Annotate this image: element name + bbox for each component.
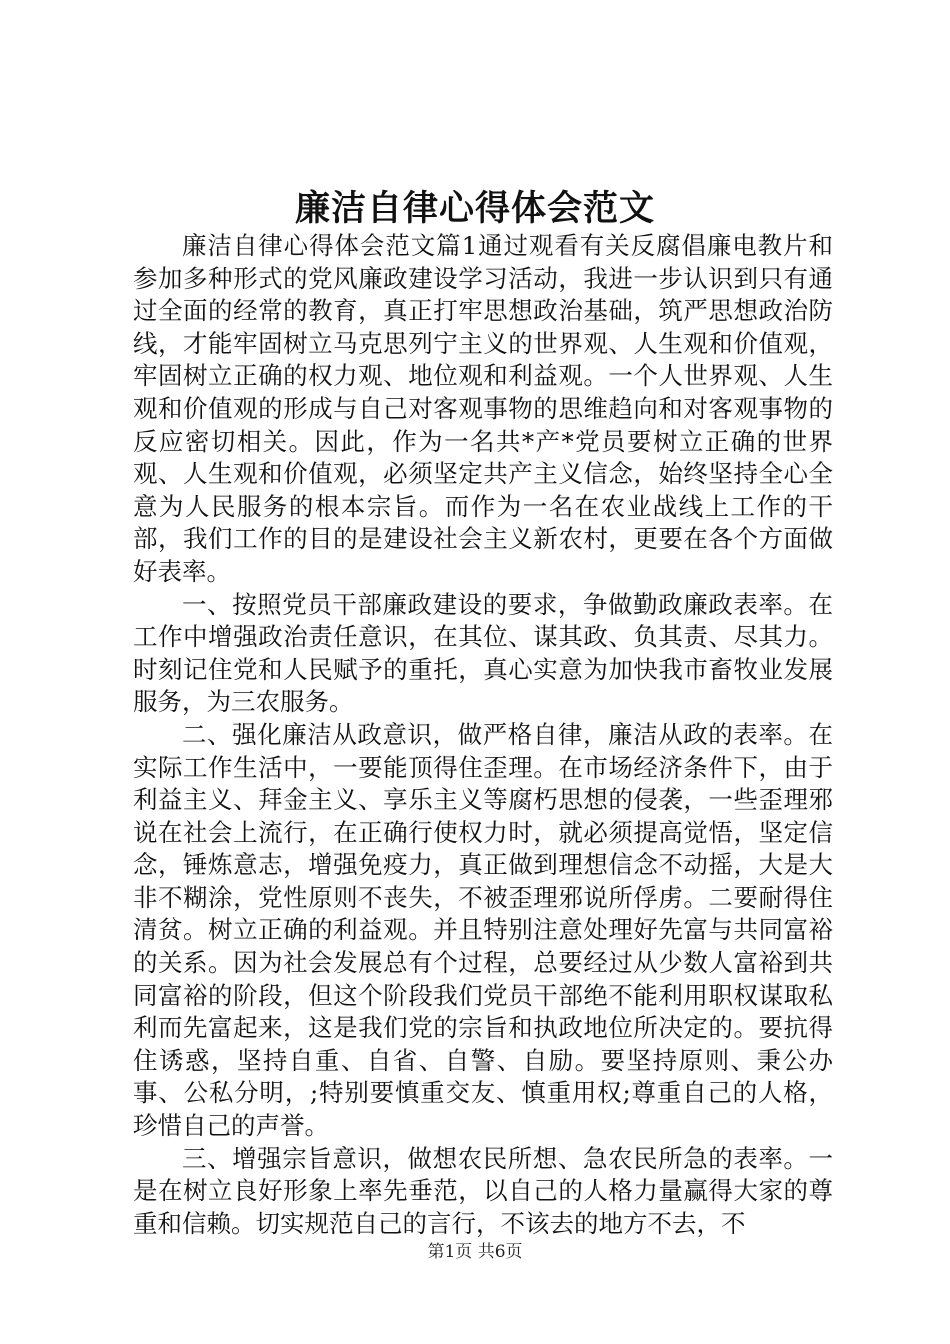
- document-body: [133, 230, 833, 1240]
- paragraph-point-one: 一、按照党员干部廉政建设的要求，争做勤政廉政表率。在工作中增强政治责任意识，在其位、谋其政、负其责、尽其力。时刻记住党和人民赋予的重托，真心实意为加快我市畜牧业发展服务，为三农服务。: [133, 589, 833, 717]
- page-footer: 第1页 共6页: [427, 1242, 523, 1262]
- paragraph-point-three: 三、增强宗旨意识，做想农民所想、急农民所急的表率。一是在树立良好形象上率先垂范，以自己的人格力量赢得大家的尊重和信赖。切实规范自己的言行，不该去的地方不去，不: [133, 1143, 833, 1238]
- paragraph-intro: 廉洁自律心得体会范文篇1通过观看有关反腐倡廉电教片和参加多种形式的党风廉政建设学习活动，我进一步认识到只有通过全面的经常的教育，真正打牢思想政治基础，筑严思想政治防线，才能牢固树立马克思列宁主义的世界观、人生观和价值观，牢固树立正确的权力观、地位观和利益观。一个人世界观、人生观和价值观的形成与自己对客观事物的思维趋向和对客观事物的反应密切相关。因此，作为一名共*产*党员要树立正确的世界观、人生观和价值观，必须坚定共产主义信念，始终坚持全心全意为人民服务的根本宗旨。而作为一名在农业战线上工作的干部，我们工作的目的是建设社会主义新农村，更要在各个方面做好表率。: [133, 231, 833, 586]
- document-title: 廉洁自律心得体会范文: [294, 188, 655, 229]
- paragraph-point-two: 二、强化廉洁从政意识，做严格自律，廉洁从政的表率。在实际工作生活中，一要能顶得住歪理。在市场经济条件下，由于利益主义、拜金主义、享乐主义等腐朽思想的侵袭，一些歪理邪说在社会上流行，在正确行使权力时，就必须提高觉悟，坚定信念，锤炼意志，增强免疫力，真正做到理想信念不动摇，大是大非不糊涂，党性原则不丧失，不被歪理邪说所俘虏。二要耐得住清贫。树立正确的利益观。并且特别注意处理好先富与共同富裕的关系。因为社会发展总有个过程，总要经过从少数人富裕到共同富裕的阶段，但这个阶段我们党员干部绝不能利用职权谋取私利而先富起来，这是我们党的宗旨和执政地位所决定的。要抗得住诱惑，坚持自重、自省、自警、自励。要坚持原则、秉公办事、公私分明，;特别要慎重交友、慎重用权;尊重自己的人格，珍惜自己的声誉。: [133, 719, 833, 1141]
